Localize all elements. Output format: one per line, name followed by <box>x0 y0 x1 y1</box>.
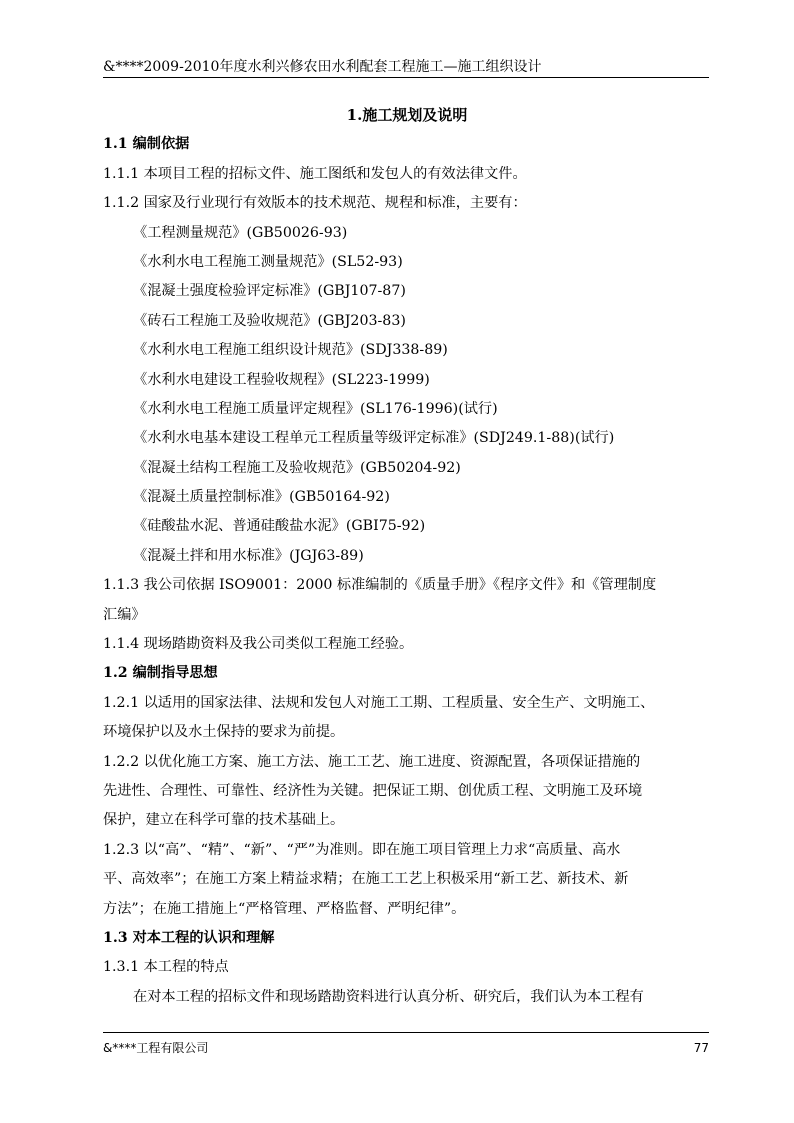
standard-item: 《硅酸盐水泥、普通硅酸盐水泥》(GBI75-92) <box>133 518 426 535</box>
section-heading-1-1: 1.1 编制依据 <box>103 136 190 153</box>
paragraph-1-2-2-line2: 先进性、合理性、可靠性、经济性为关键。把保证工期、创优质工程、文明施工及环境 <box>103 782 643 799</box>
paragraph-1-1-3-line1: 1.1.3 我公司依据 ISO9001：2000 标准编制的《质量手册》《程序文件》和《管理制度 <box>103 577 657 594</box>
paragraph-1-2-3-line3: 方法”；在施工措施上“严格管理、严格监督、严明纪律”。 <box>103 900 466 917</box>
standard-item: 《水利水电工程施工质量评定规程》(SL176-1996)(试行) <box>133 400 498 417</box>
footer-divider <box>103 1032 709 1033</box>
footer-company: &****工程有限公司 <box>103 1041 209 1055</box>
standard-item: 《工程测量规范》(GB50026-93) <box>133 224 348 241</box>
standard-item: 《水利水电工程施工测量规范》(SL52-93) <box>133 253 403 270</box>
standard-item: 《水利水电建设工程验收规程》(SL223-1999) <box>133 371 430 388</box>
document-body <box>103 101 711 1012</box>
paragraph-1-2-2-line1: 1.2.2 以优化施工方案、施工方法、施工工艺、施工进度、资源配置，各项保证措施的 <box>103 753 641 770</box>
subsection-heading-1-3-1: 1.3.1 本工程的特点 <box>103 959 229 976</box>
section-heading-1-2: 1.2 编制指导思想 <box>103 665 218 682</box>
paragraph-1-3-1: 在对本工程的招标文件和现场踏勘资料进行认真分析、研究后，我们认为本工程有 <box>133 988 644 1005</box>
paragraph-1-1-2: 1.1.2 国家及行业现行有效版本的技术规范、规程和标准，主要有： <box>103 195 527 212</box>
standard-item: 《混凝土质量控制标准》(GB50164-92) <box>133 489 390 506</box>
standard-item: 《混凝土强度检验评定标准》(GBJ107-87) <box>133 283 406 300</box>
running-footer <box>103 1040 709 1056</box>
section-heading-1-3: 1.3 对本工程的认识和理解 <box>103 929 275 946</box>
standard-item: 《水利水电工程施工组织设计规范》(SDJ338-89) <box>133 342 448 359</box>
standard-item: 《混凝土拌和用水标准》(JGJ63-89) <box>133 547 364 564</box>
running-header: &****2009-2010年度水利兴修农田水利配套工程施工—施工组织设计 <box>103 58 709 78</box>
paragraph-1-2-3-line1: 1.2.3 以“高”、“精”、“新”、“严”为准则。即在施工项目管理上力求“高质量、高水 <box>103 841 621 858</box>
paragraph-1-2-1-line2: 环境保护以及水土保持的要求为前提。 <box>103 724 345 741</box>
paragraph-1-2-2-line3: 保护，建立在科学可靠的技术基础上。 <box>103 812 345 829</box>
chapter-title: 1.施工规划及说明 <box>346 106 468 124</box>
page-number: 77 <box>693 1041 709 1055</box>
paragraph-1-1-1: 1.1.1 本项目工程的招标文件、施工图纸和发包人的有效法律文件。 <box>103 165 527 182</box>
standard-item: 《水利水电基本建设工程单元工程质量等级评定标准》(SDJ249.1-88)(试行) <box>133 430 615 447</box>
standard-item: 《砖石工程施工及验收规范》(GBJ203-83) <box>133 312 406 329</box>
paragraph-1-1-4: 1.1.4 现场踏勘资料及我公司类似工程施工经验。 <box>103 636 414 653</box>
paragraph-1-2-3-line2: 平、高效率”；在施工方案上精益求精；在施工工艺上积极采用“新工艺、新技术、新 <box>103 871 629 888</box>
paragraph-1-1-3-line2: 汇编》 <box>103 606 146 623</box>
paragraph-1-2-1-line1: 1.2.1 以适用的国家法律、法规和发包人对施工工期、工程质量、安全生产、文明施工、 <box>103 694 655 711</box>
standard-item: 《混凝土结构工程施工及验收规范》(GB50204-92) <box>133 459 461 476</box>
